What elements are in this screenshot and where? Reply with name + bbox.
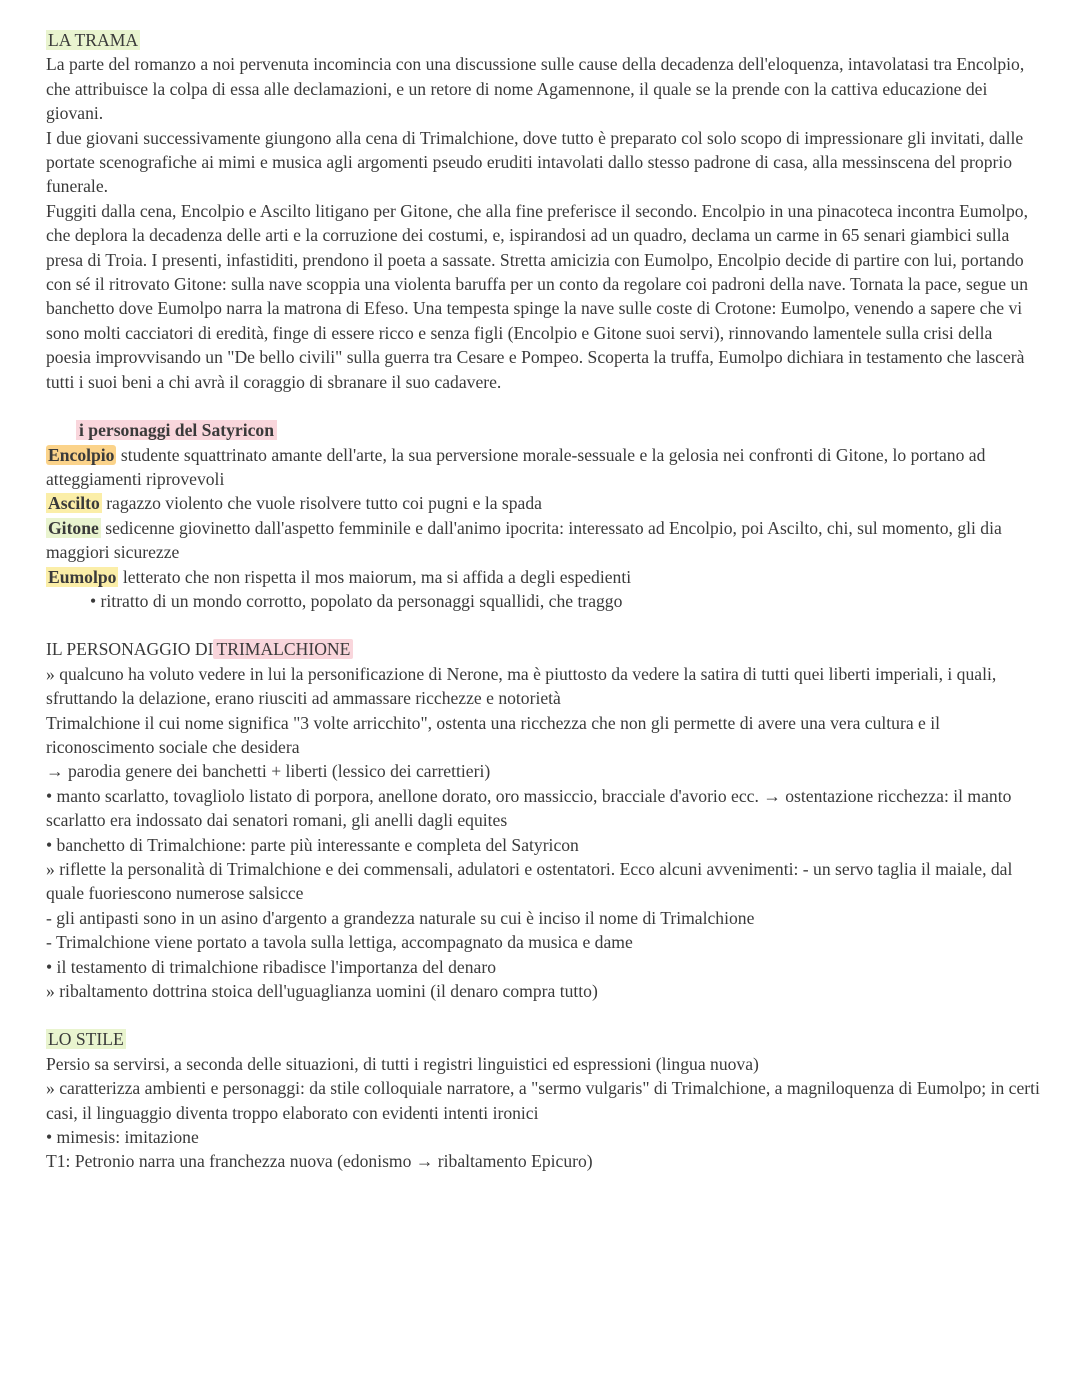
character-name-encolpio: Encolpio <box>48 444 115 465</box>
heading-trimalchione <box>46 637 1040 661</box>
trama-paragraph-3: Fuggiti dalla cena, Encolpio e Ascilto litigano per Gitone, che alla fine preferisce il secondo. Encolpio in una pinacoteca incontra Eumolpo, che deplora la decadenza delle arti e la corruzione dei costumi, e, ispirandosi ad un quadro, declama un carme in 65 senari giambici sulla presa di Troia. I presenti, infastiditi, prendono il poeta a sassate. Stretta amicizia con Eumolpo, Encolpio decide di partire con lui, portando con sé il ritrovato Gitone: sulla nave scoppia una violenta baruffa per un conto da regolare coi padroni della nave. Tornata la pace, segue un banchetto dove Eumolpo narra la matrona di Efeso. Una tempesta spinge la nave sulle coste di Crotone: Eumolpo, venendo a sapere che vi sono molti cacciatori di eredità, finge di essere ricco e senza figli (Encolpio e Gitone suoi servi), rinnovando lamentele sulla crisi della poesia improvvisando un "De bello civili" sulla guerra tra Cesare e Pompeo. Scoperta la truffa, Eumolpo dichiara in testamento che lascerà tutti i suoi beni a chi avrà il coraggio di sbranare il suo cadavere. <box>46 200 1029 392</box>
character-desc-ascilto: ragazzo violento che vuole risolvere tutto coi pugni e la spada <box>101 493 542 514</box>
heading-trama: LA TRAMA <box>48 30 139 50</box>
character-ascilto <box>46 491 1040 515</box>
character-encolpio <box>46 443 1040 492</box>
stile-line: • mimesis: imitazione <box>46 1127 199 1148</box>
heading-trimalchione-prefix: IL PERSONAGGIO DI <box>46 639 214 660</box>
trama-paragraph-2: I due giovani successivamente giungono alla cena di Trimalchione, dove tutto è preparato col solo scopo di impressionare gli invitati, dalle portate scenografiche ai mimi e musica agli argomenti pseudo eruditi intavolati dallo stesso padrone di casa, alla messinscena del proprio funerale. <box>46 127 1024 197</box>
trimalchione-line: » qualcuno ha voluto vedere in lui la personificazione di Nerone, ma è piuttosto da vedere la satira di tutti quei liberti imperiali, i quali, sfruttando la delazione, erano riusciti ad ammassare ricchezze e notorietà <box>46 663 997 709</box>
heading-stile: LO STILE <box>48 1029 124 1050</box>
personaggi-bullet: • ritratto di un mondo corrotto, popolato da personaggi squallidi, che traggo <box>90 590 623 611</box>
stile-line: T1: Petronio narra una franchezza nuova (edonismo → ribaltamento Epicuro) <box>46 1151 593 1172</box>
character-name-ascilto: Ascilto <box>48 493 100 514</box>
spacer <box>46 613 1040 637</box>
heading-trimalchione-name: TRIMALCHIONE <box>213 639 353 659</box>
trimalchione-line: - gli antipasti sono in un asino d'argento a grandezza naturale su cui è inciso il nome di Trimalchione <box>46 907 755 928</box>
trimalchione-line: » ribaltamento dottrina stoica dell'uguaglianza uomini (il denaro compra tutto) <box>46 981 598 1002</box>
section-trimalchione <box>46 637 1040 1003</box>
character-desc-eumolpo: letterato che non rispetta il mos maiorum, ma si affida a degli espedienti <box>118 566 632 587</box>
trimalchione-line: » riflette la personalità di Trimalchione e dei commensali, adulatori e ostentatori. Ecco alcuni avvenimenti: - un servo taglia il maiale, dal quale fuoriescono numerose salsicce <box>46 859 1013 904</box>
spacer <box>46 1003 1040 1027</box>
section-trama <box>46 28 1040 394</box>
character-gitone <box>46 516 1040 565</box>
stile-line: » caratterizza ambienti e personaggi: da stile colloquiale narratore, a "sermo vulgaris" di Trimalchione, a magniloquenza di Eumolpo; in certi casi, il linguaggio diventa troppo elaborato con evidenti intenti ironici <box>46 1078 1040 1123</box>
spacer <box>46 394 1040 418</box>
character-name-gitone: Gitone <box>48 517 99 538</box>
trimalchione-line: → parodia genere dei banchetti + liberti (lessico dei carrettieri) <box>46 761 491 782</box>
section-stile <box>46 1027 1040 1173</box>
trimalchione-line: - Trimalchione viene portato a tavola sulla lettiga, accompagnato da musica e dame <box>46 932 633 953</box>
character-desc-gitone: sedicenne giovinetto dall'aspetto femminile e dall'animo ipocrita: interessato ad Encolpio, poi Ascilto, chi, sul momento, gli dia maggiori sicurezze <box>46 517 1002 563</box>
character-desc-encolpio: studente squattrinato amante dell'arte, la sua perversione morale-sessuale e la gelosia nei confronti di Gitone, lo portano ad atteggiamenti riprovevoli <box>46 444 986 489</box>
section-personaggi <box>46 418 1040 613</box>
stile-line: Persio sa servirsi, a seconda delle situazioni, di tutti i registri linguistici ed espressioni (lingua nuova) <box>46 1053 759 1074</box>
trimalchione-line: • banchetto di Trimalchione: parte più interessante e completa del Satyricon <box>46 834 579 855</box>
trimalchione-line: Trimalchione il cui nome significa "3 volte arricchito", ostenta una ricchezza che non gli permette di avere una vera cultura e il riconoscimento sociale che desidera <box>46 712 941 757</box>
trimalchione-line: • manto scarlatto, tovagliolo listato di porpora, anellone dorato, oro massiccio, bracciale d'avorio ecc. → ostentazione ricchezza: il manto scarlatto era indossato dai senatori romani, gli anelli dagli equites <box>46 785 1012 831</box>
heading-personaggi: i personaggi del Satyricon <box>76 420 277 440</box>
character-name-eumolpo: Eumolpo <box>48 566 117 587</box>
character-eumolpo <box>46 565 1040 589</box>
trimalchione-line: • il testamento di trimalchione ribadisce l'importanza del denaro <box>46 956 496 977</box>
trama-paragraph-1: La parte del romanzo a noi pervenuta incomincia con una discussione sulle cause della decadenza dell'eloquenza, intavolatasi tra Encolpio, che attribuisce la colpa di essa alle declamazioni, e un retore di nome Agamennone, il quale se la prende con la cattiva educazione dei giovani. <box>46 54 1025 124</box>
